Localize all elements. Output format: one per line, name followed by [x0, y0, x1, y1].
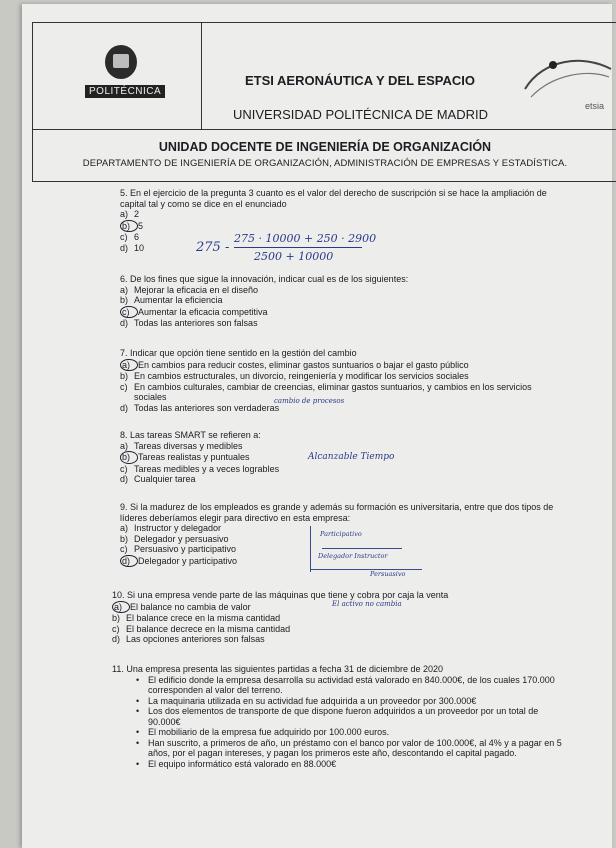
option-c-selected: c) Aumentar la eficacia competitiva [122, 306, 268, 317]
option-a: a) 2 [120, 209, 140, 219]
list-item: • Han suscrito, a primeros de año, un préstamo con el banco por valor de 100.000€, al 4% y a pagar en 5 años, por el pagan intereses, y pagan los primeros este año, descontando el capital pagado. [134, 738, 564, 759]
option-c: c) Persuasivo y participativo [120, 544, 237, 554]
option-c: c) El balance decrece en la misma cantidad [112, 623, 291, 634]
option-d: d) Las opciones anteriores son falsas [112, 634, 265, 644]
question-6 [120, 274, 560, 329]
handwritten-axis-vertical [310, 526, 311, 572]
formula-fraction-line [234, 247, 362, 248]
handwritten-note-q10: El activo no cambia [332, 600, 402, 608]
school-name: ETSI AERONÁUTICA Y DEL ESPACIO [245, 73, 475, 88]
handwritten-note-q8: Alcanzable Tiempo [308, 452, 395, 462]
exam-header [32, 22, 616, 130]
handwritten-note-q9-2: Delegador Instructor [318, 552, 388, 560]
handwritten-note-q9-3: Persuasivo [370, 570, 406, 578]
option-d: d) 10 [120, 242, 145, 253]
header-logo-cell [33, 23, 202, 129]
question-stem: 7. Indicar que opción tiene sentido en la gestión del cambio [120, 348, 357, 358]
handwritten-note-q9-1: Participativo [320, 530, 362, 538]
option-d: d) Todas las anteriores son falsas [120, 318, 258, 328]
option-a: a) Tareas diversas y medibles [120, 440, 243, 451]
list-item: • El edificio donde la empresa desarrolla su actividad está valorado en 840.000€, de los cuales 170.000 corresponden al valor del terreno. [134, 675, 564, 696]
option-c: c) Tareas medibles y a veces logrables [120, 463, 280, 474]
list-item: • Los dos elementos de transporte de que dispone fueron adquiridos a un proveedor por un total de 90.000€ [134, 706, 564, 727]
option-b: b) Delegador y persuasivo [120, 533, 229, 544]
list-item: • El mobiliario de la empresa fue adquirido por 100.000 euros. [134, 727, 564, 738]
option-a-selected: a) El balance no cambia de valor [114, 601, 251, 612]
question-10 [112, 590, 562, 645]
question-stem: 6. De los fines que sigue la innovación, indicar cual es de los siguientes: [120, 274, 409, 284]
option-d: d) Todas las anteriores son verdaderas [120, 402, 280, 413]
exam-sheet [22, 4, 612, 848]
university-name: UNIVERSIDAD POLITÉCNICA DE MADRID [233, 107, 488, 122]
option-d-selected: d) Delegador y participativo [122, 555, 238, 566]
option-c: c) En cambios culturales, cambiar de creencias, eliminar gastos suntuarios, y cambios en los servicios sociales [120, 381, 532, 402]
option-a-selected: a) En cambios para reducir costes, eliminar gastos suntuarios o bajar el gasto público [122, 359, 469, 370]
option-b: b) Aumentar la eficiencia [120, 295, 223, 305]
question-stem: 5. En el ejercicio de la pregunta 3 cuanto es el valor del derecho de suscripción si se hace la ampliación de capital tal y como se dice en el enunciado [120, 188, 547, 209]
handwritten-note-q7: cambio de procesos [274, 397, 345, 405]
etsia-logo-icon [523, 49, 613, 109]
option-d: d) Cualquier tarea [120, 474, 196, 484]
question-stem: 8. Las tareas SMART se refieren a: [120, 430, 261, 440]
option-a: a) Instructor y delegador [120, 523, 222, 533]
option-b-selected: b) 5 [122, 220, 144, 231]
header-etsia-cell [501, 23, 616, 129]
list-item: • El equipo informático está valorado en 88.000€ [134, 759, 564, 770]
handwritten-formula-left: 275 - [196, 240, 230, 255]
question-stem: 10. Si una empresa vende parte de las máquinas que tiene y cobra por caja la venta [112, 590, 449, 600]
handwritten-grid-line [322, 548, 402, 549]
header-title-cell [201, 23, 501, 129]
question-stem: 11. Una empresa presenta las siguientes partidas a fecha 31 de diciembre de 2020 [112, 664, 444, 674]
handwritten-formula-bottom: 2500 + 10000 [254, 250, 334, 263]
list-item: • La maquinaria utilizada en su actividad fue adquirida a un proveedor por 300.000€ [134, 696, 564, 707]
option-a: a) Mejorar la eficacia en el diseño [120, 284, 259, 295]
question-stem: 9. Si la madurez de los empleados es grande y además su formación es universitaria, entre que dos tipos de líderes deberíamos elegir para directivo en esta empresa: [120, 502, 554, 523]
option-c: c) 6 [120, 232, 140, 242]
department-band [32, 130, 616, 182]
upm-seal-icon [105, 45, 137, 79]
option-b: b) En cambios estructurales, un divorcio, reingeniería y modificar los servicios sociales [120, 371, 469, 381]
department-title: DEPARTAMENTO DE INGENIERÍA DE ORGANIZACIÓN, ADMINISTRACIÓN DE EMPRESAS Y ESTADÍSTICA. [82, 158, 568, 169]
item-list [112, 675, 564, 770]
etsia-logo-text: etsia [585, 101, 605, 111]
politecnica-brand: POLITÉCNICA [85, 85, 165, 98]
handwritten-formula-top: 275 · 10000 + 250 · 2900 [234, 232, 377, 245]
question-11 [112, 664, 564, 769]
option-b: b) El balance crece en la misma cantidad [112, 613, 281, 623]
option-b-selected: b) Tareas realistas y puntuales [122, 452, 250, 462]
unit-title: UNIDAD DOCENTE DE INGENIERÍA DE ORGANIZACIÓN [158, 140, 492, 154]
